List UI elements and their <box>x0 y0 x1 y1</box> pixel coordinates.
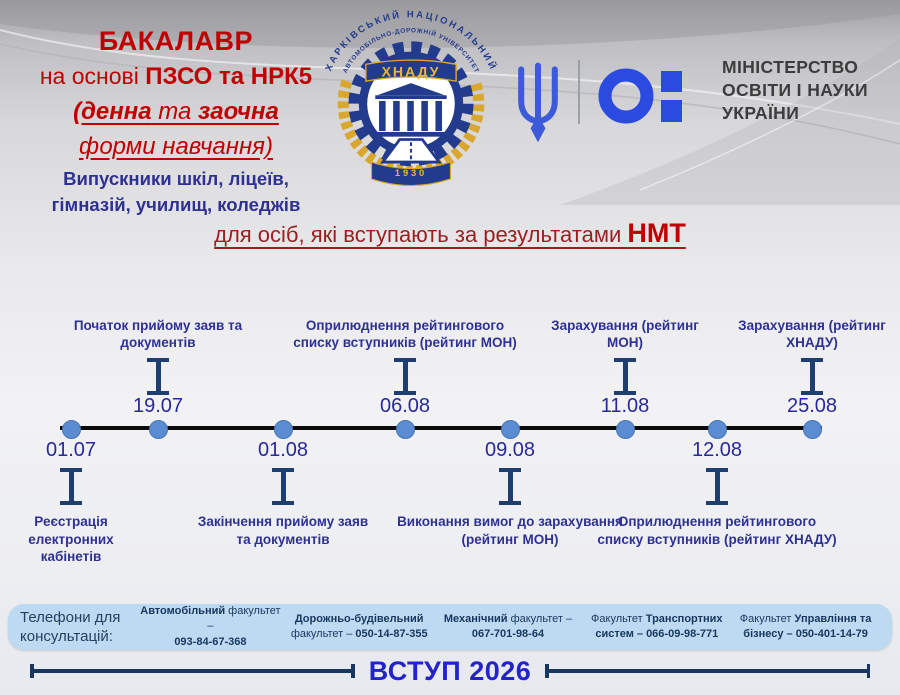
contact-text-segment: Управління та <box>794 612 872 625</box>
timeline-date: 09.08 <box>484 439 536 461</box>
contact-item-1 <box>136 604 285 650</box>
timeline-tick-icon <box>706 468 728 505</box>
contact-line <box>582 627 731 642</box>
timeline-dot <box>803 420 822 439</box>
univ-name-arc-inner: АВТОМОБІЛЬНО-ДОРОЖНІЙ УНІВЕРСИТЕТ <box>341 27 481 75</box>
timeline-event-label: Оприлюднення рейтингового списку вступників (рейтинг ХНАДУ) <box>597 514 837 547</box>
contact-text-segment: бізнесу – 050-401-14-79 <box>743 628 868 640</box>
contact-text-segment: Автомобільний <box>140 604 226 617</box>
contacts-intro: Телефони для консультацій: <box>20 608 121 645</box>
timeline-event-label: Зарахування (рейтинг ХНАДУ) <box>738 317 886 351</box>
nmt-banner-highlight: НМТ <box>627 218 686 248</box>
program-title-block <box>22 26 330 217</box>
audience-line-2: гімназій, училищ, коледжів <box>51 194 301 216</box>
ministry-divider <box>578 60 580 124</box>
timeline-tick-icon <box>499 468 521 505</box>
mon-logo-icon <box>596 64 696 128</box>
timeline-dot <box>274 420 293 439</box>
timeline-date: 06.08 <box>379 395 431 417</box>
timeline-tick-stem <box>69 468 74 505</box>
timeline-tick-stem <box>623 358 628 395</box>
contact-item-4 <box>582 612 731 643</box>
form-bold-2: заочна <box>198 98 279 125</box>
contact-line <box>285 627 434 642</box>
footer-line-right <box>545 669 870 673</box>
timeline-event-label: Початок прийому заяв та документів <box>73 317 243 351</box>
ministry-name <box>722 56 868 125</box>
nmt-banner-text: для осіб, які вступають за результатами <box>214 222 628 247</box>
timeline-dot <box>62 420 81 439</box>
timeline-tick-stem <box>403 358 408 395</box>
ministry-name-line-3: УКРАЇНИ <box>722 103 800 124</box>
contact-text-segment: факультет – <box>290 628 356 640</box>
ministry-name-line-2: ОСВІТИ І НАУКИ <box>722 80 868 101</box>
timeline-dot <box>616 420 635 439</box>
logo-abbreviation: ХНАДУ <box>381 63 441 80</box>
form-mid: та <box>151 98 198 125</box>
ministry-block <box>510 52 868 148</box>
timeline-event-label: Закінчення прийому заяв та документів <box>197 514 369 547</box>
timeline-tick-icon <box>614 358 636 395</box>
timeline-event-label: Зарахування (рейтинг МОН) <box>551 317 699 351</box>
khadi-emblem-icon <box>317 4 505 196</box>
timeline-tick-stem <box>810 358 815 395</box>
basis-bold: ПЗСО та НРК5 <box>145 63 313 90</box>
logo-year: 1930 <box>394 167 428 179</box>
contact-line <box>434 627 583 642</box>
khadi-university-logo <box>317 4 505 196</box>
contact-line <box>731 627 880 642</box>
footer-line-left <box>30 669 355 673</box>
admission-timeline <box>0 270 900 605</box>
timeline-date: 01.08 <box>257 439 309 461</box>
study-form-line-1 <box>22 98 330 126</box>
contact-line <box>731 612 880 627</box>
timeline-tick-stem <box>281 468 286 505</box>
contact-line <box>434 612 583 627</box>
contact-line <box>136 635 285 650</box>
timeline-date: 19.07 <box>132 395 184 417</box>
degree-title: БАКАЛАВР <box>98 26 254 56</box>
timeline-dot <box>501 420 520 439</box>
contact-text-segment: систем – 066-09-98-771 <box>595 628 719 640</box>
study-form-line-2: форми навчання) <box>79 133 273 160</box>
timeline-tick-icon <box>60 468 82 505</box>
contact-text-segment: 067-701-98-64 <box>471 628 545 640</box>
contact-line <box>285 612 434 627</box>
form-bold-1: (денна <box>73 98 152 125</box>
contact-item-2 <box>285 612 434 643</box>
timeline-event-label: Реєстрація електронних кабінетів <box>28 514 114 565</box>
contact-item-3 <box>434 612 583 643</box>
footer <box>0 651 900 691</box>
basis-prefix: на основі <box>39 63 146 89</box>
contact-text-segment: Механічний <box>443 612 508 625</box>
timeline-tick-icon <box>147 358 169 395</box>
contact-text-segment: Факультет <box>591 612 646 625</box>
footer-title: ВСТУП 2026 <box>368 655 532 686</box>
timeline-event-label: Оприлюднення рейтингового списку вступників (рейтинг МОН) <box>293 317 517 351</box>
timeline-dot <box>149 420 168 439</box>
timeline-tick-stem <box>508 468 513 505</box>
contact-line <box>136 604 285 635</box>
timeline-date: 01.07 <box>45 439 97 461</box>
contact-text-segment: 093-84-67-368 <box>174 635 247 648</box>
basis-line <box>22 63 330 91</box>
timeline-event-label: Виконання вимог до зарахування (рейтинг МОН) <box>397 514 623 547</box>
contact-text-segment: факультет – <box>207 604 281 633</box>
contact-text-segment: факультет – <box>507 612 573 625</box>
contact-text-segment: Факультет <box>739 612 795 625</box>
timeline-dot <box>396 420 415 439</box>
contact-text-segment: Транспортних <box>645 612 723 625</box>
univ-name-arc-outer: ХАРКІВСЬКИЙ НАЦІОНАЛЬНИЙ <box>322 8 500 73</box>
timeline-tick-icon <box>801 358 823 395</box>
contacts-bar <box>8 604 892 650</box>
timeline-dot <box>708 420 727 439</box>
contact-item-5 <box>731 612 880 643</box>
timeline-date: 12.08 <box>691 439 743 461</box>
trident-icon <box>510 58 566 148</box>
contact-text-segment: 050-14-87-355 <box>355 628 428 640</box>
contact-line <box>582 612 731 627</box>
timeline-tick-stem <box>715 468 720 505</box>
ministry-name-line-1: МІНІСТЕРСТВО <box>722 57 859 77</box>
timeline-date: 25.08 <box>786 395 838 417</box>
timeline-tick-icon <box>394 358 416 395</box>
timeline-tick-stem <box>156 358 161 395</box>
timeline-date: 11.08 <box>600 395 650 417</box>
audience-line-1: Випускники шкіл, ліцеїв, <box>63 168 289 189</box>
timeline-tick-icon <box>272 468 294 505</box>
nmt-banner <box>0 218 900 249</box>
contact-text-segment: Дорожньо-будівельний <box>294 612 424 625</box>
